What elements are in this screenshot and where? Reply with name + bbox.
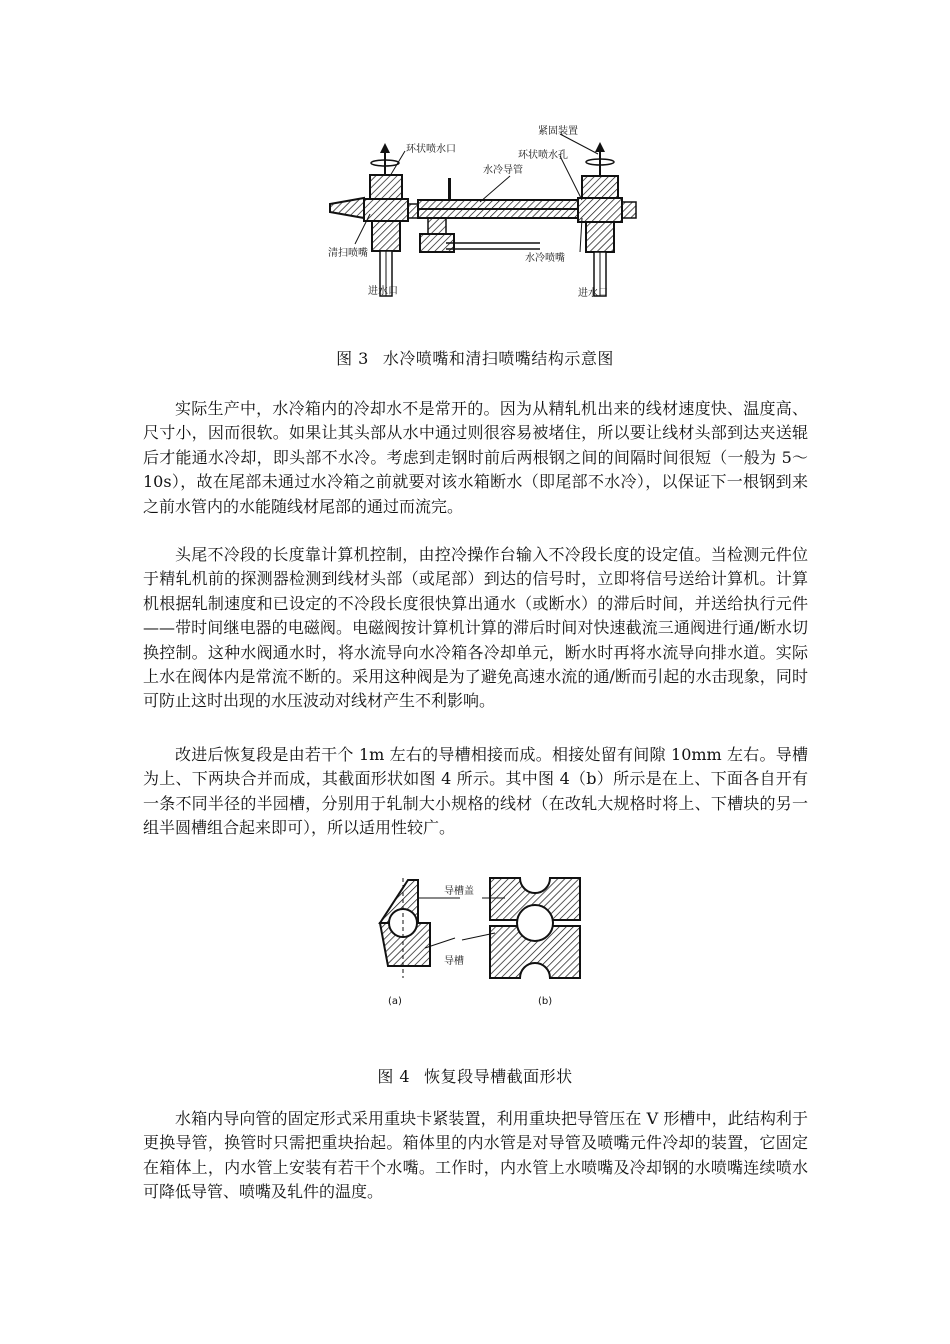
figure-4-title: 恢复段导槽截面形状 xyxy=(424,1067,573,1086)
paragraph-2: 头尾不冷段的长度靠计算机控制，由控冷操作台输入不冷段长度的设定值。当检测元件位于精轧机前的探测器检测到线材头部（或尾部）到达的信号时，立即将信号送给计算机。计算机根据轧制速度和已设定的不冷段长度很快算出通水（或断水）的滞后时间，并送给执行元件——带时间继电器的电磁阀。电磁阀按计算机计算的滞后时间对快速截流三通阀进行通/断水切换控制。这种水阀通水时，将水流导向水冷箱各冷却单元，断水时再将水流导向排水道。实际上水在阀体内是常流不断的。采用这种阀是为了避免高速水流的通/断而引起的水击现象，同时可防止这时出现的水压波动对线材产生不利影响。 xyxy=(143,545,808,711)
label-sub-a: (a) xyxy=(388,996,402,1007)
figure-3-number: 图 3 xyxy=(336,349,369,368)
paragraph-3: 改进后恢复段是由若干个 1m 左右的导槽相接而成。相接处留有间隙 10mm 左右。导槽为上、下两块合并而成，其截面形状如图 4 所示。其中图 4（b）所示是在上、下面各自开有一条不同半径的半园槽，分别用于轧制大小规格的线材（在改轧大规格时将上、下槽块的另一组半圆槽组合起来即可），所以适用性较广。 xyxy=(143,745,808,838)
guide-section-drawing xyxy=(370,868,590,1018)
label-sub-b: (b) xyxy=(538,996,553,1007)
label-guide-cover: 导槽盖 xyxy=(444,886,474,897)
figure-3-caption xyxy=(0,346,950,369)
figure-4-caption xyxy=(0,1064,950,1087)
paragraph-4: 水箱内导向管的固定形式采用重块卡紧装置，利用重块把导管压在 V 形槽中，此结构利于更换导管，换管时只需把重块抬起。箱体里的内水管是对导管及喷嘴元件冷却的装置，它固定在箱体上，内水管上安装有若干个水嘴。工作时，内水管上水喷嘴及冷却钢的水喷嘴连续喷水可降低导管、喷嘴及轧件的温度。 xyxy=(143,1109,808,1202)
label-guide: 导槽 xyxy=(444,956,464,967)
figure-3-title: 水冷喷嘴和清扫喷嘴结构示意图 xyxy=(382,349,614,368)
label-inlet-right: 进水口 xyxy=(578,288,608,299)
nozzle-structure-drawing xyxy=(320,118,640,303)
figure-4-diagram xyxy=(370,868,590,1018)
figure-4-number: 图 4 xyxy=(377,1067,411,1086)
paragraph-1: 实际生产中，水冷箱内的冷却水不是常开的。因为从精轧机出来的线材速度快、温度高、尺寸小，因而很软。如果让其头部从水中通过则很容易被堵住，所以要让线材头部到达夹送辊后才能通水冷却，即头部不水冷。考虑到走钢时前后两根钢之间的间隔时间很短（一般为 5～10s），故在尾部未通过水冷箱之前就要对该水箱断水（即尾部不水冷），以保证下一根钢到来之前水管内的水能随线材尾部的通过而流完。 xyxy=(143,399,808,516)
label-clamp-device: 紧固装置 xyxy=(538,126,578,137)
label-ring-hole: 环状喷水孔 xyxy=(518,150,568,161)
label-water-guide-tube: 水冷导管 xyxy=(483,165,523,176)
label-water-nozzle: 水冷喷嘴 xyxy=(525,253,565,264)
label-inlet-left: 进水口 xyxy=(368,286,398,297)
label-ring-nozzle: 环状喷水口 xyxy=(406,144,456,155)
figure-3-diagram xyxy=(320,118,640,303)
label-cleaning-nozzle: 清扫喷嘴 xyxy=(328,248,368,259)
